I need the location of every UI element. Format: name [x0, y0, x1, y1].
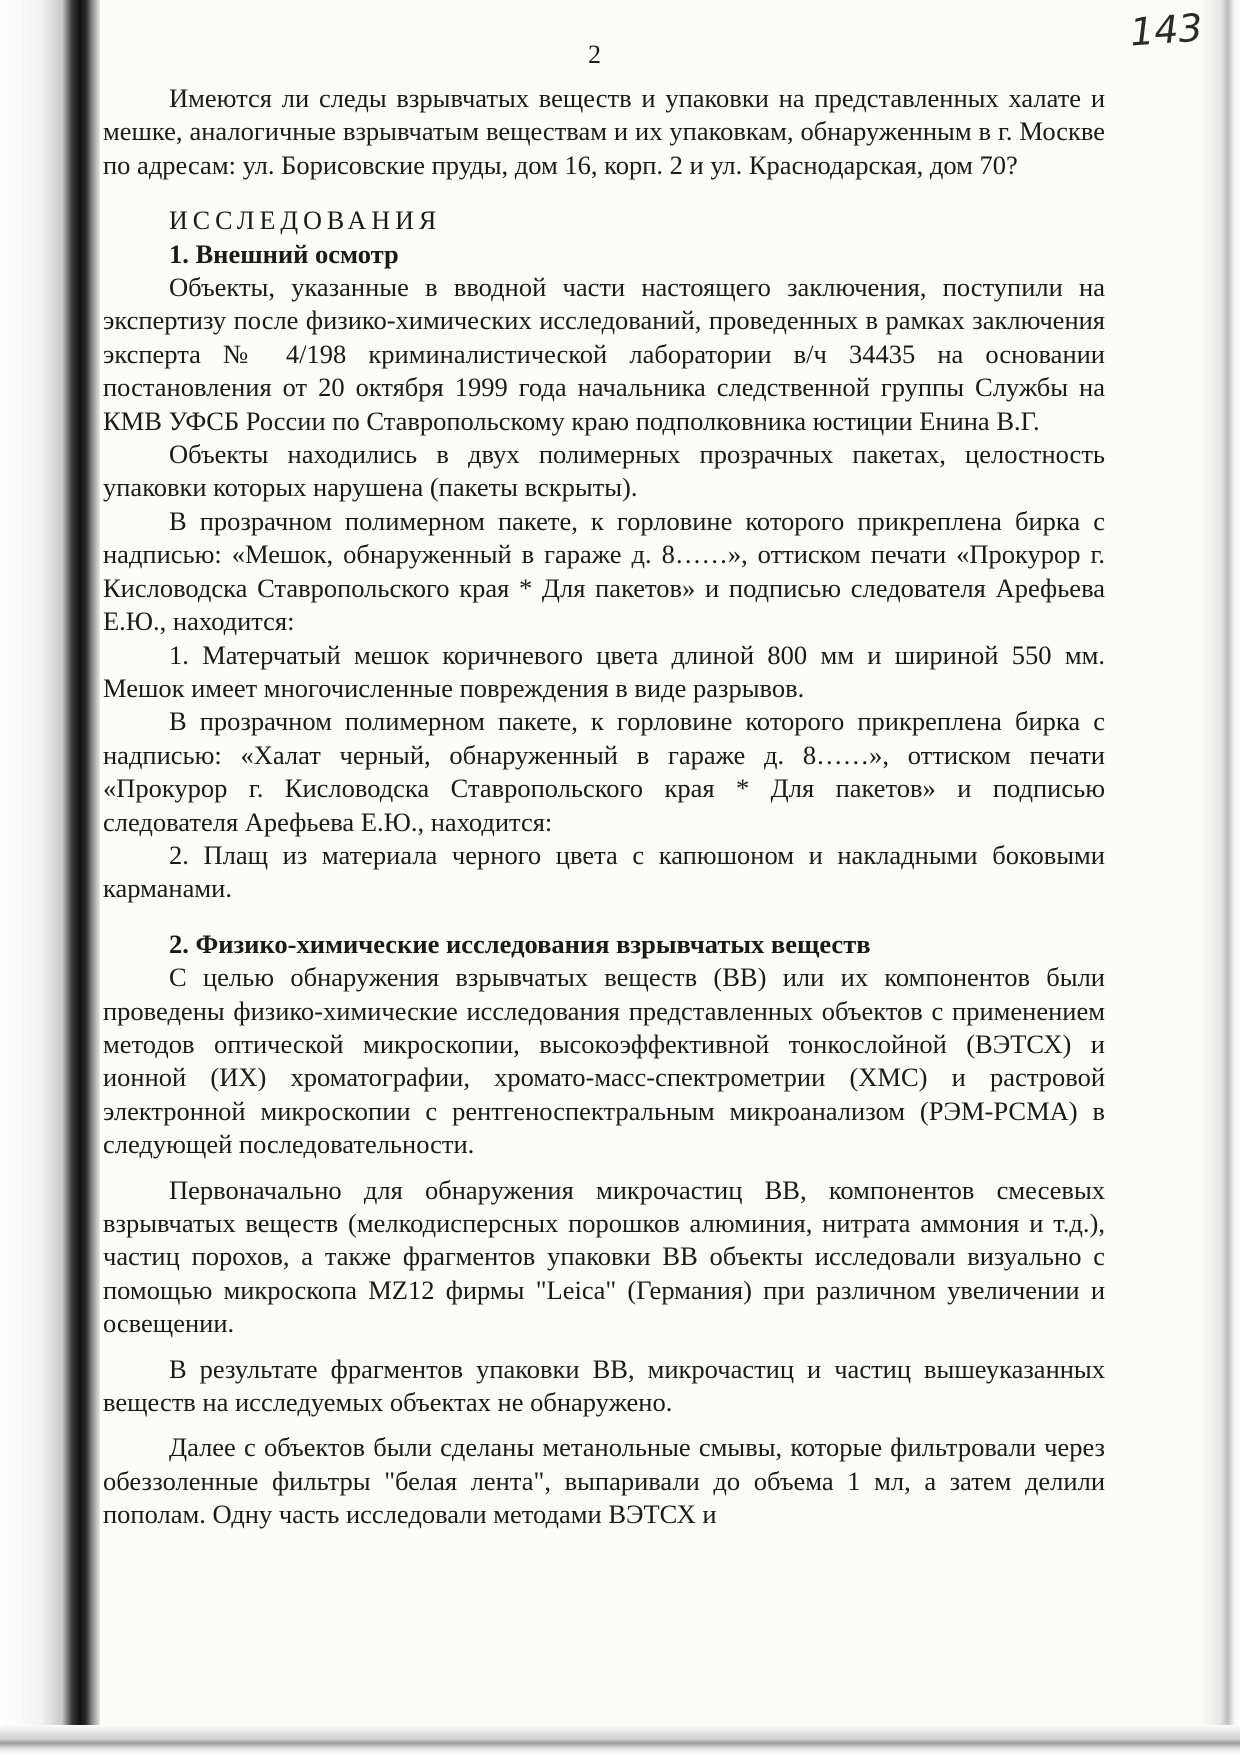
- scan-right-edge: [1200, 0, 1240, 1755]
- scan-bottom-edge: [0, 1725, 1240, 1755]
- page-number: 2: [588, 40, 601, 69]
- question-paragraph: Имеются ли следы взрывчатых веществ и упаковки на представленных халате и мешке, аналогичные взрывчатым веществам и их упаковкам, обнаруженным в г. Москве по адресам: ул. Борисовские пруды, дом 16, корп. 2 и ул. Краснодарская, дом 70?: [103, 83, 1105, 180]
- section1-paragraph: В прозрачном полимерном пакете, к горловине которого прикреплена бирка с надписью: «Мешок, обнаруженный в гараже д. 8……», оттиском печати «Прокурор г. Кисловодска Ставропольского края * Для пакетов» и подписью следователя Арефьева Е.Ю., находится:: [103, 505, 1105, 637]
- section1-paragraph: В прозрачном полимерном пакете, к горловине которого прикреплена бирка с надписью: «Халат черный, обнаруженный в гараже д. 8……», оттиском печати «Прокурор г. Кисловодска Ставропольского края * Для пакетов» и подписью следователя Арефьева Е.Ю., находится:: [103, 706, 1105, 837]
- section2-paragraph: Далее с объектов были сделаны метанольные смывы, которые фильтровали через обеззоленные фильтры "белая лента", выпаривали до объема 1 мл, а затем делили пополам. Одну часть исследовали методами ВЭТСХ и: [103, 1432, 1105, 1530]
- handwritten-sheet-number: 143: [1128, 5, 1204, 55]
- section2-paragraph: Первоначально для обнаружения микрочастиц ВВ, компонентов смесевых взрывчатых веществ (мелкодисперсных порошков алюминия, нитрата аммония и т.д.), частиц порохов, а также фрагментов упаковки ВВ объекты исследовали визуально с помощью микроскопа MZ12 фирмы "Leica" (Германия) при различном увеличении и освещении.: [103, 1174, 1105, 1339]
- section2-paragraph: В результате фрагментов упаковки ВВ, микрочастиц и частиц вышеуказанных веществ на исследуемых объектах не обнаружено.: [103, 1353, 1105, 1418]
- section1-heading: 1. Внешний осмотр: [169, 238, 399, 269]
- section1-paragraph: Объекты, указанные в вводной части настоящего заключения, поступили на экспертизу после физико-химических исследований, проведенных в рамках заключения эксперта № 4/198 криминалистической лаборатории в/ч 34435 на основании постановления от 20 октября 1999 года начальника следственной группы Службы на КМВ УФСБ России по Ставропольскому краю подполковника юстиции Енина В.Г.: [103, 272, 1105, 436]
- section1-paragraph: Объекты находились в двух полимерных прозрачных пакетах, целостность упаковки которых нарушена (пакеты вскрыты).: [103, 439, 1105, 503]
- section2-heading: 2. Физико-химические исследования взрывчатых веществ: [169, 928, 871, 959]
- document-body: [103, 82, 1105, 1532]
- section1-list-item: 1. Матерчатый мешок коричневого цвета длиной 800 мм и шириной 550 мм. Мешок имеет многочисленные повреждения в виде разрывов.: [103, 639, 1105, 703]
- section2-paragraph: С целью обнаружения взрывчатых веществ (ВВ) или их компонентов были проведены физико-химические исследования представленных объектов с применением методов оптической микроскопии, высокоэффективной тонкослойной (ВЭТСХ) и ионной (ИХ) хроматографии, хромато-масс-спектрометрии (ХМС) и растровой электронной микроскопии с рентгеноспектральным микроанализом (РЭМ-РСМА) в следующей последовательности.: [103, 962, 1105, 1160]
- main-heading: ИССЛЕДОВАНИЯ: [169, 206, 442, 236]
- scan-binding-edge: [0, 0, 100, 1755]
- section1-list-item: 2. Плащ из материала черного цвета с капюшоном и накладными боковыми карманами.: [103, 839, 1105, 904]
